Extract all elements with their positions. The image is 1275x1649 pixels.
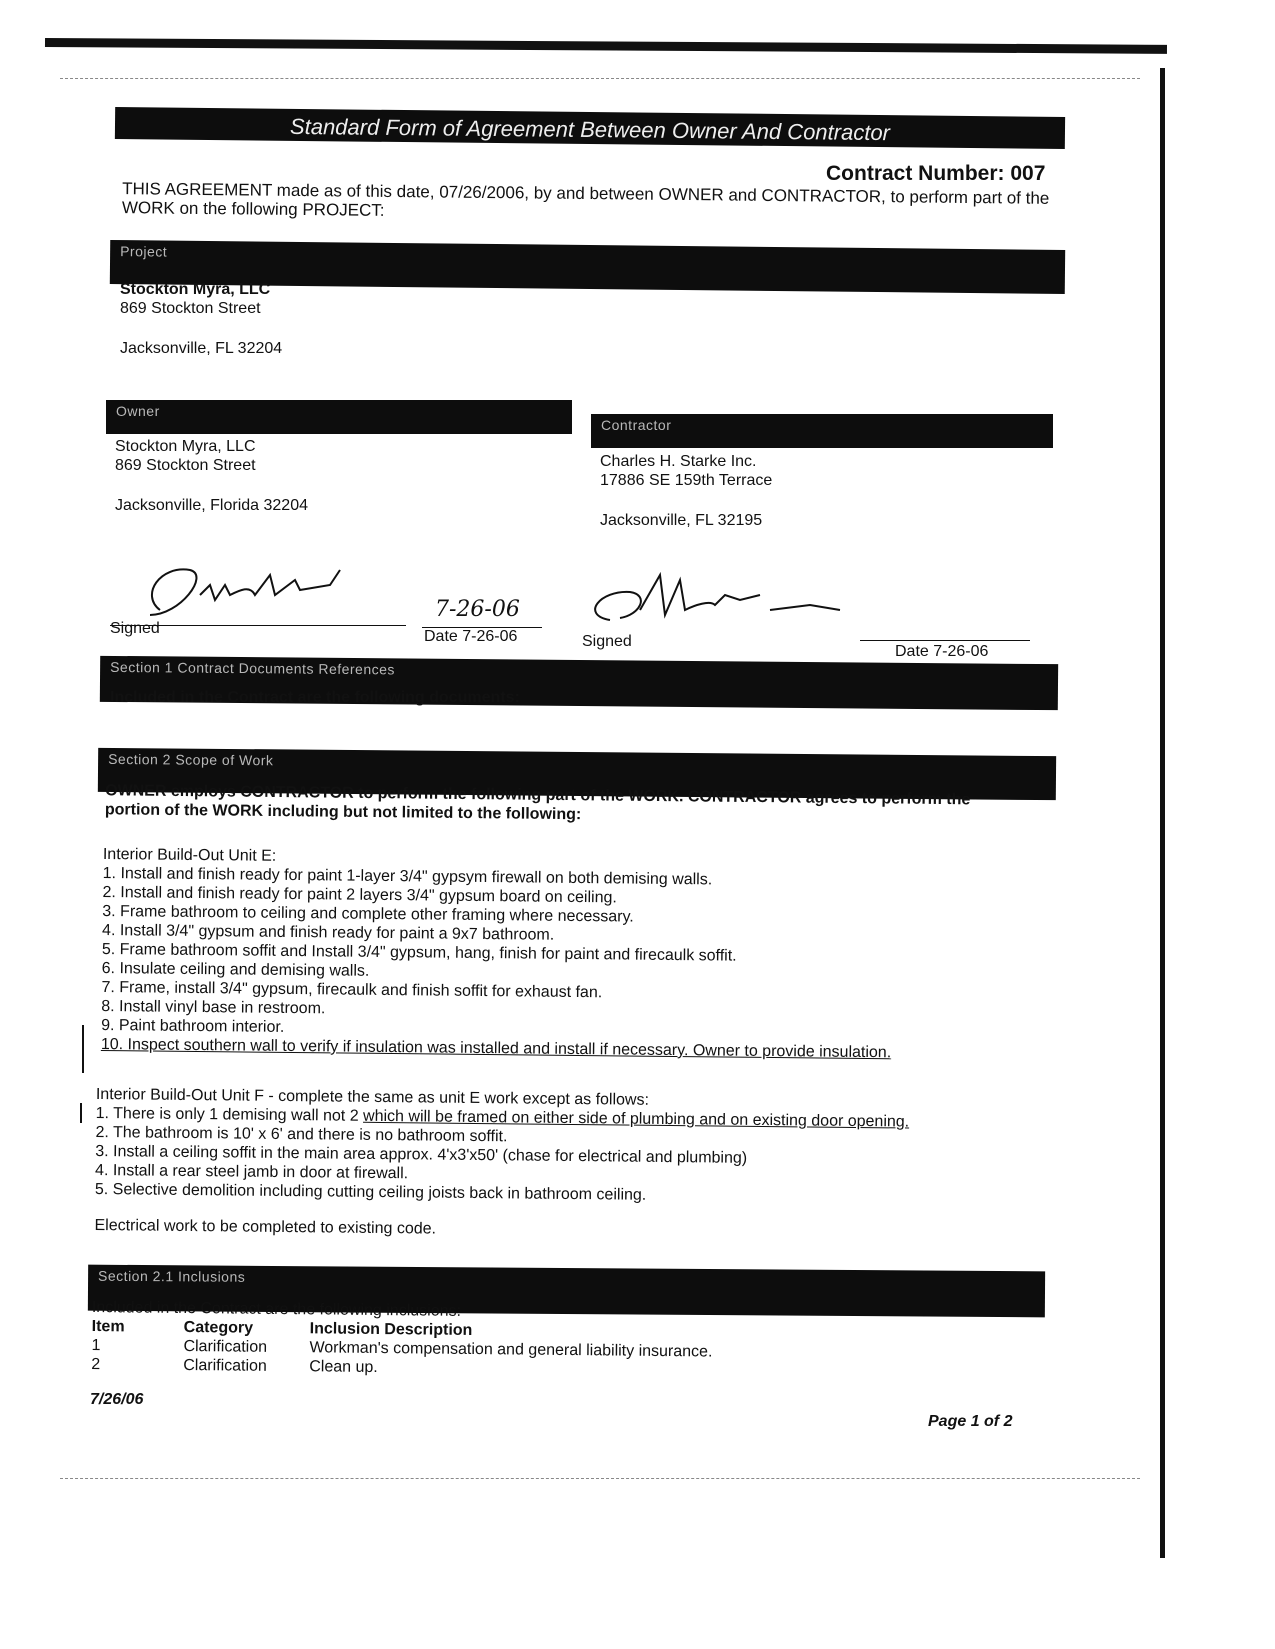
section2-text: OWNER employs CONTRACTOR to perform the following part of the WORK. CONTRACTOR agrees to perform the portion of the WORK including but not limited to the following: [104,782,971,824]
contractor-section-bar [591,414,1053,448]
section1-label: Section 1 Contract Documents References [110,658,396,678]
cell-description: Workman's compensation and general liability insurance. [309,1339,713,1361]
document-title: Standard Form of Agreement Between Owner And Contractor [115,107,1065,149]
project-address [120,280,282,358]
contractor-date: Date 7-26-06 [895,643,989,660]
contractor-street: 17886 SE 159th Terrace [600,472,773,489]
cell-item: 1 [91,1336,101,1355]
owner-section-bar [106,400,572,434]
contractor-address [600,452,772,530]
list-item: 9. Paint bathroom interior. [101,1016,285,1036]
unit-f-title: Interior Build-Out Unit F - complete the same as unit E work except as follows: [95,1086,650,1109]
contractor-name: Charles H. Starke Inc. [600,453,757,470]
section21-text: Included in the Contract are the following inclusions: [91,1299,462,1320]
header-category: Category [183,1318,254,1337]
owner-city: Jacksonville, Florida 32204 [115,497,308,514]
cell-category: Clarification [183,1356,267,1375]
electrical-note: Electrical work to be completed to existing code. [94,1216,437,1238]
owner-date: Date 7-26-06 [424,628,518,645]
list-item: 6. Insulate ceiling and demising walls. [101,959,370,980]
owner-address [115,437,308,515]
unit-f-scope [94,1085,1016,1245]
list-item: 5. Selective demolition including cutting ceiling joists back in bathroom ceiling. [94,1180,647,1204]
owner-street: 869 Stockton Street [115,457,256,474]
owner-signed-label: Signed [110,620,160,637]
project-street: 869 Stockton Street [120,300,261,317]
contractor-signature [580,570,870,640]
unit-e-scope [101,845,1003,1063]
unit-e-list [101,864,1003,1063]
list-item: 2. The bathroom is 10' x 6' and there is no bathroom soffit. [95,1123,508,1146]
list-item: 4. Install 3/4" gypsum and finish ready for paint a 9x7 bathroom. [102,921,555,944]
owner-label: Owner [116,403,160,419]
list-item: 4. Install a rear steel jamb in door at firewall. [95,1161,409,1183]
scan-border-top [45,38,1167,54]
contractor-label: Contractor [601,417,672,433]
unit-f-item-1: 1. There is only 1 demising wall not 2 [95,1104,364,1125]
project-name: Stockton Myra, LLC [120,281,271,298]
footer-date: 7/26/06 [90,1391,144,1408]
list-item: 7. Frame, install 3/4" gypsum, firecaulk and finish soffit for exhaust fan. [101,978,603,1002]
list-item: 5. Frame bathroom soffit and Install 3/4" gypsum, hang, finish for paint and firecaulk soffit. [101,940,737,965]
revision-mark [80,1103,82,1123]
contractor-date-line [860,640,1030,641]
unit-e-title: Interior Build-Out Unit E: [102,845,277,865]
list-item: 3. Frame bathroom to ceiling and complete other framing where necessary. [102,902,634,926]
cell-description: Clean up. [309,1358,378,1376]
list-item: 8. Install vinyl base in restroom. [101,997,326,1018]
inclusions [91,1298,792,1381]
contractor-city: Jacksonville, FL 32195 [600,512,763,529]
inclusions-table [91,1317,713,1380]
contract-number: Contract Number: 007 [826,162,1046,185]
header-description: Inclusion Description [309,1320,473,1339]
section21-label: Section 2.1 Inclusions [98,1267,246,1285]
intro-text: THIS AGREEMENT made as of this date, 07/26/2006, by and between OWNER and CONTRACTOR, to perform part of the WORK on the following PROJECT: [121,179,1050,220]
contractor-signed-label: Signed [582,633,632,650]
header-item: Item [91,1317,125,1336]
list-item: 10. Inspect southern wall to verify if insulation was installed and install if necessary. Owner to provide insulation. [100,1035,892,1062]
project-city: Jacksonville, FL 32204 [120,340,283,357]
cell-category: Clarification [183,1337,268,1356]
project-label: Project [120,243,168,260]
list-item: 1. Install and finish ready for paint 1-layer 3/4" gypsym firewall on both demising walls. [102,864,713,889]
owner-name: Stockton Myra, LLC [115,438,256,455]
owner-handwritten-date: 7-26-06 [435,597,520,622]
list-item: 2. Install and finish ready for paint 2 layers 3/4" gypsum board on ceiling. [102,883,617,907]
scan-artifact-line [60,1478,1140,1479]
cell-item: 2 [91,1355,101,1374]
scan-border-right [1160,68,1165,1558]
page-number: Page 1 of 2 [928,1413,1013,1430]
revision-mark [82,1025,84,1073]
scan-artifact-line [60,78,1140,79]
section2-label: Section 2 Scope of Work [108,750,274,769]
owner-signature [120,555,420,630]
unit-f-item-1-underlined: which will be framed on either side of plumbing and on existing door opening. [363,1107,910,1131]
section1-text: Included in the Contract are the following documents: [110,689,520,706]
list-item: 3. Install a ceiling soffit in the main area approx. 4'x3'x50' (chase for electrical and plumbing) [95,1142,748,1167]
